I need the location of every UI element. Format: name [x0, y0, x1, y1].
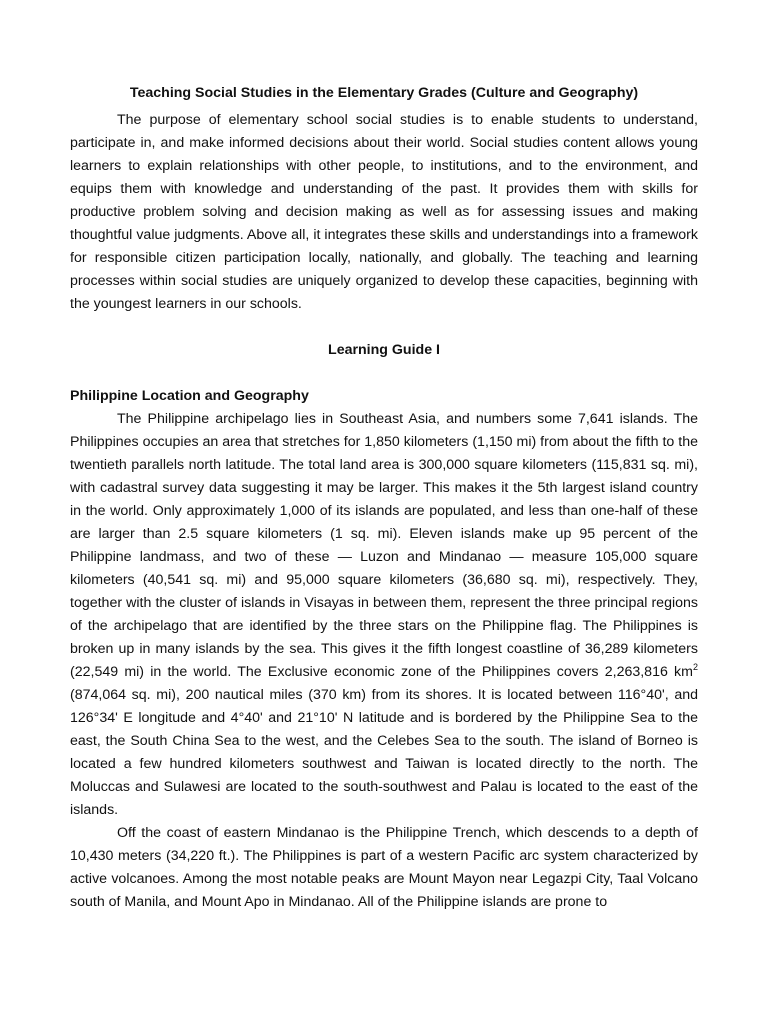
superscript-two: 2: [692, 662, 698, 672]
spacer: [70, 362, 698, 385]
section-paragraph-2: Off the coast of eastern Mindanao is the Philippine Trench, which descends to a depth of 10,430 meters (34,220 ft.). The Philippines is part of a western Pacific arc system characterized by active volcanoes. Among the most notable peaks are Mount Mayon near Legazpi City, Taal Volcano south of Manila, and Mount Apo in Mindanao. All of the Philippine islands are prone to: [70, 825, 698, 910]
paragraph-text-part-b: (874,064 sq. mi), 200 nautical miles (370 km) from its shores. It is located between 116°40', and 126°34' E longitude and 4°40' and 21°10' N latitude and is bordered by the Philippine Sea to the east, the South China Sea to the west, and the Celebes Sea to the south. The island of Borneo is located a few hundred kilometers southwest and Taiwan is located directly to the north. The Moluccas and Sulawesi are located to the south-southwest and Palau is located to the east of the islands.: [70, 687, 698, 818]
document-page: [70, 82, 698, 914]
document-title: Teaching Social Studies in the Elementary Grades (Culture and Geography): [129, 85, 639, 101]
section-heading: Philippine Location and Geography: [70, 388, 309, 404]
learning-guide-heading: Learning Guide I: [328, 342, 440, 358]
intro-paragraph: The purpose of elementary school social studies is to enable students to understand, participate in, and make informed decisions about their world. Social studies content allows young learners to explain relationships with other people, to institutions, and to the environment, and equips them with knowledge and understanding of the past. It provides them with skills for productive problem solving and decision making as well as for assessing issues and making thoughtful value judgments. Above all, it integrates these skills and understandings into a framework for responsible citizen participation locally, nationally, and globally. The teaching and learning processes within social studies are uniquely organized to develop these capacities, beginning with the youngest learners in our schools.: [70, 112, 698, 312]
spacer: [70, 316, 698, 339]
paragraph-text-part-a: The Philippine archipelago lies in Southeast Asia, and numbers some 7,641 islands. The Philippines occupies an area that stretches for 1,850 kilometers (1,150 mi) from about the fifth to the twentieth parallels north latitude. The total land area is 300,000 square kilometers (115,831 sq. mi), with cadastral survey data suggesting it may be larger. This makes it the 5th largest island country in the world. Only approximately 1,000 of its islands are populated, and less than one-half of these are larger than 2.5 square kilometers (1 sq. mi). Eleven islands make up 95 percent of the Philippine landmass, and two of these — Luzon and Mindanao — measure 105,000 square kilometers (40,541 sq. mi) and 95,000 square kilometers (36,680 sq. mi), respectively. They, together with the cluster of islands in Visayas in between them, represent the three principal regions of the archipelago that are identified by the three stars on the Philippine flag. The Philippines is broken up in many islands by the sea. This gives it the fifth longest coastline of 36,289 kilometers (22,549 mi) in the world. The Exclusive economic zone of the Philippines covers 2,263,816 km: [70, 411, 698, 680]
section-paragraph-1: [70, 408, 698, 822]
